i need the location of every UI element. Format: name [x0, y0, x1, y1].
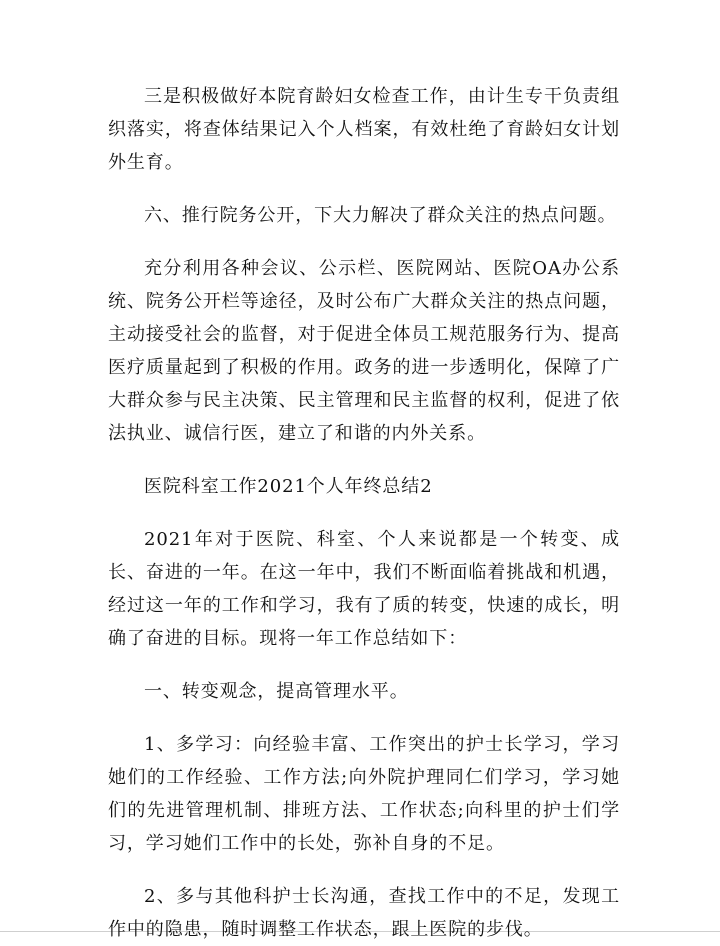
paragraph-item-one: 1、多学习：向经验丰富、工作突出的护士长学习，学习她们的工作经验、工作方法;向外院护理同仁们学习，学习她们的先进管理机制、排班方法、工作状态;向科里的护士们学习，学习她们工作中的长处，弥补自身的不足。	[108, 734, 620, 854]
paragraph-section-one-heading: 一、转变观念，提高管理水平。	[144, 681, 409, 702]
paragraph-item-two: 2、多与其他科护士长沟通，查找工作中的不足，发现工作中的隐患，随时调整工作状态，跟上医院的步伐。	[108, 886, 620, 940]
paragraph-report-title: 医院科室工作2021个人年终总结2	[144, 476, 433, 497]
paragraph-section-six-heading: 六、推行院务公开，下大力解决了群众关注的热点问题。	[144, 205, 617, 226]
paragraph-public-disclosure: 充分利用各种会议、公示栏、医院网站、医院OA办公系统、院务公开栏等途径，及时公布广大群众关注的热点问题，主动接受社会的监督，对于促进全体员工规范服务行为、提高医疗质量起到了积极的作用。政务的进一步透明化，保障了广大群众参与民主决策、民主管理和民主监督的权利，促进了依法执业、诚信行医，建立了和谐的内外关系。	[108, 258, 620, 444]
paragraph-family-planning: 三是积极做好本院育龄妇女检查工作，由计生专干负责组织落实，将查体结果记入个人档案，有效杜绝了育龄妇女计划外生育。	[108, 86, 620, 173]
document-body	[108, 80, 620, 946]
paragraph-year-intro: 2021年对于医院、科室、个人来说都是一个转变、成长、奋进的一年。在这一年中，我们不断面临着挑战和机遇，经过这一年的工作和学习，我有了质的转变，快速的成长，明确了奋进的目标。现将一年工作总结如下：	[108, 529, 620, 649]
